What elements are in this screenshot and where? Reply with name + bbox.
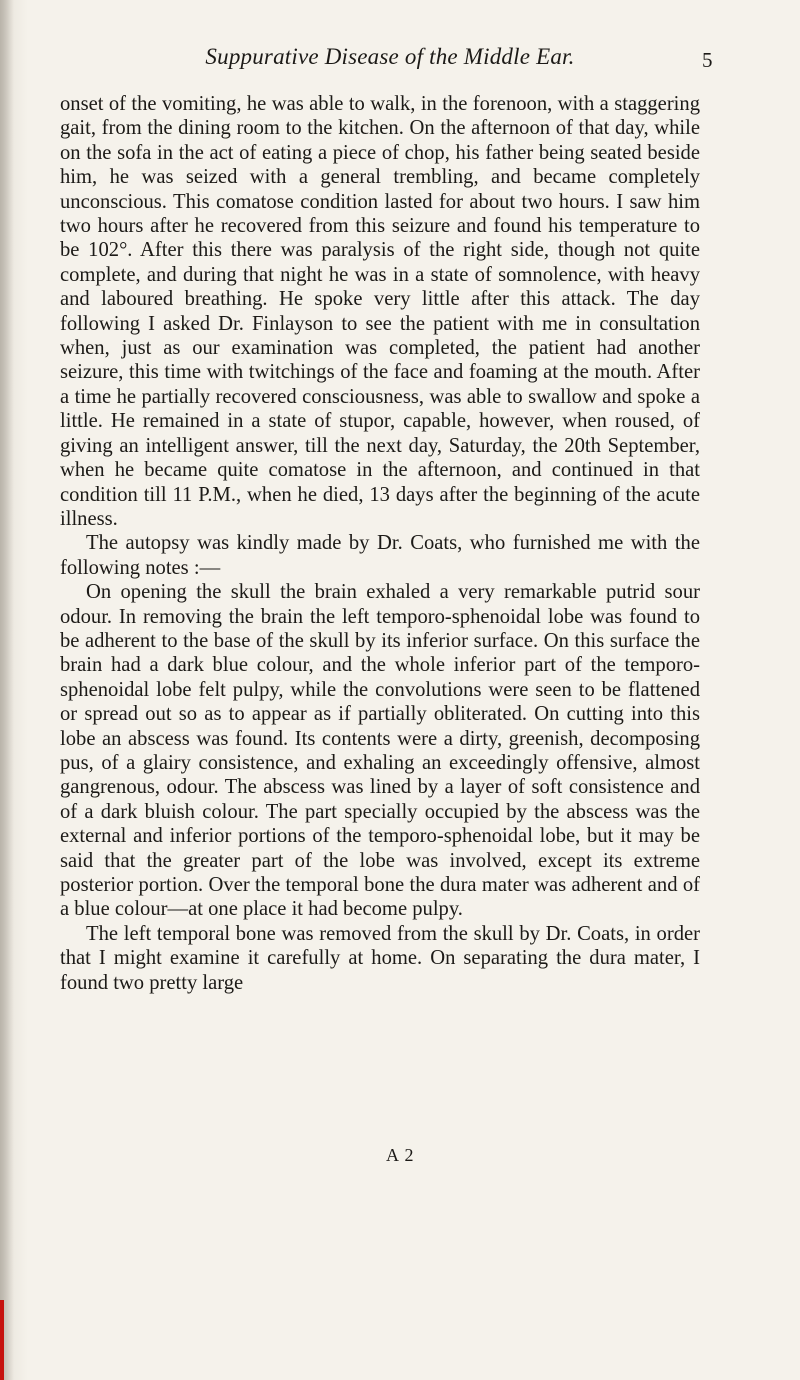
body-text	[60, 92, 700, 995]
running-head	[0, 36, 800, 76]
running-title: Suppurative Disease of the Middle Ear.	[205, 44, 575, 69]
spine-shadow	[0, 0, 14, 1380]
signature-mark: A 2	[386, 1145, 415, 1165]
paragraph-temporal-bone: The left temporal bone was removed from the skull by Dr. Coats, in order that I might examine it carefully at home. On separating the dura mater, I found two pretty large	[60, 922, 700, 994]
paragraph-findings: On opening the skull the brain exhaled a very remarkable putrid sour odour. In removing the brain the left temporo-sphenoidal lobe was found to be adherent to the base of the skull by its inferior surface. On this surface the brain had a dark blue colour, and the whole inferior part of the temporo-sphenoidal lobe felt pulpy, while the convolutions were seen to be flattened or spread out so as to appear as if partially obliterated. On cutting into this lobe an abscess was found. Its contents were a dirty, greenish, decomposing pus, of a glairy consistence, and exhaling an exceedingly offensive, almost gangrenous, odour. The abscess was lined by a layer of soft consistence and of a dark bluish colour. The part specially occupied by the abscess was the external and inferior portions of the temporo-sphenoidal lobe, but it may be said that the greater part of the lobe was involved, except its extreme posterior portion. Over the temporal bone the dura mater was adherent and of a blue colour—at one place it had become pulpy.	[60, 581, 700, 921]
page-number: 5	[702, 48, 713, 72]
paragraph-autopsy: The autopsy was kindly made by Dr. Coats, who furnished me with the following notes :—	[60, 532, 700, 579]
edge-mark	[0, 1300, 4, 1380]
paragraph-continuation: onset of the vomiting, he was able to walk, in the forenoon, with a staggering gait, from the dining room to the kitchen. On the afternoon of that day, while on the sofa in the act of eating a piece of chop, his father being seated beside him, he was seized with a general trembling, and became completely unconscious. This comatose condition lasted for about two hours. I saw him two hours after he recovered from this seizure and found his temperature to be 102°. After this there was paralysis of the right side, though not quite complete, and during that night he was in a state of somnolence, with heavy and laboured breathing. He spoke very little after this attack. The day following I asked Dr. Finlayson to see the patient with me in consultation when, just as our examination was completed, the patient had another seizure, this time with twitchings of the face and foaming at the mouth. After a time he partially recovered consciousness, was able to swallow and spoke a little. He remained in a state of stupor, capable, however, when roused, of giving an intelligent answer, till the next day, Saturday, the 20th September, when he became quite comatose in the afternoon, and continued in that condition till 11 P.M., when he died, 13 days after the beginning of the acute illness.	[60, 93, 700, 530]
